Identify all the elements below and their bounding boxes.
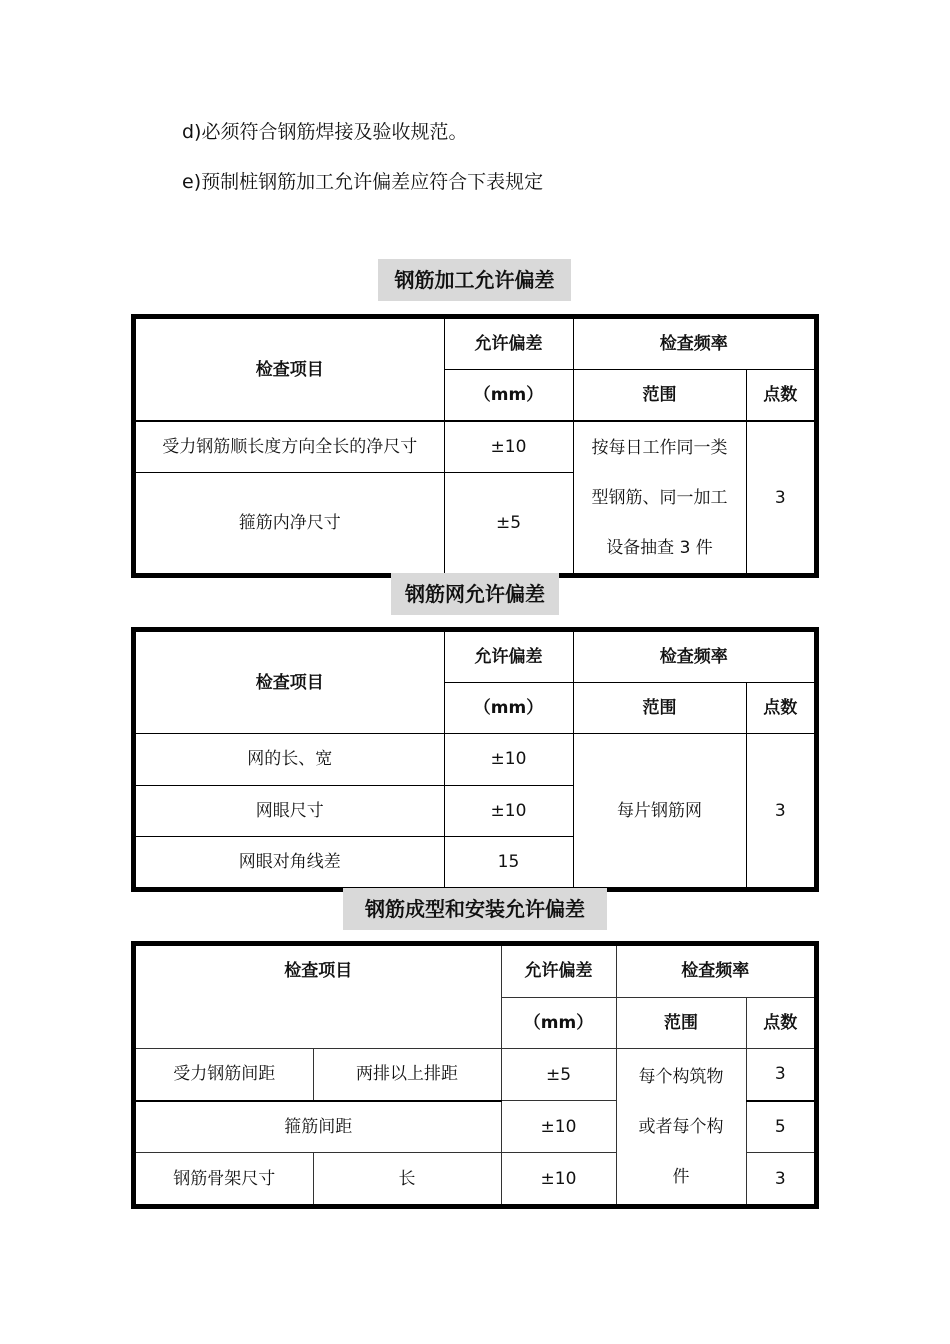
table3-row3-tol: ±10 xyxy=(501,1153,616,1205)
table2-points: 3 xyxy=(746,734,815,888)
table3-row1-item-a: 受力钢筋间距 xyxy=(135,1049,313,1101)
table3-row2-points: 5 xyxy=(746,1101,815,1153)
table1-range-cell xyxy=(573,421,746,574)
table3-header-unit: （mm） xyxy=(501,997,616,1049)
table3-header-points: 点数 xyxy=(746,997,815,1049)
table1-row2-item: 箍筋内净尺寸 xyxy=(135,473,444,575)
table2 xyxy=(131,627,819,892)
table3-range-line: 每个构筑物 xyxy=(638,1066,724,1087)
table2-header-item: 检查项目 xyxy=(135,631,444,734)
table1-header-freq: 检查频率 xyxy=(573,318,815,370)
table2-header-range: 范围 xyxy=(573,683,746,734)
table2-header-unit: （mm） xyxy=(444,683,573,734)
table1-row1-item: 受力钢筋顺长度方向全长的净尺寸 xyxy=(135,421,444,473)
table3-row1-tol: ±5 xyxy=(501,1049,616,1101)
paragraph-e: e)预制桩钢筋加工允许偏差应符合下表规定 xyxy=(182,171,544,193)
table1 xyxy=(131,314,819,578)
table3-row1-item-b: 两排以上排距 xyxy=(313,1049,501,1101)
table1-range-line: 设备抽查 3 件 xyxy=(606,537,713,558)
table2-row3-tol: 15 xyxy=(444,836,573,888)
table3-row2-item: 箍筋间距 xyxy=(135,1101,501,1153)
table2-row2-item: 网眼尺寸 xyxy=(135,785,444,836)
table1-row2-tol: ±5 xyxy=(444,473,573,575)
table1-title: 钢筋加工允许偏差 xyxy=(378,259,571,301)
table1-header-unit: （mm） xyxy=(444,370,573,422)
table3-row3-item-b: 长 xyxy=(313,1153,501,1205)
table2-header-points: 点数 xyxy=(746,683,815,734)
table3 xyxy=(131,941,819,1209)
table3-title: 钢筋成型和安装允许偏差 xyxy=(343,888,607,930)
table3-header-tol: 允许偏差 xyxy=(501,945,616,997)
paragraph-d: d)必须符合钢筋焊接及验收规范。 xyxy=(182,121,468,143)
table1-range-line: 型钢筋、同一加工 xyxy=(591,487,728,508)
table2-title: 钢筋网允许偏差 xyxy=(391,573,559,615)
table2-range: 每片钢筋网 xyxy=(573,734,746,888)
table2-row2-tol: ±10 xyxy=(444,785,573,836)
table2-row3-item: 网眼对角线差 xyxy=(135,836,444,888)
table2-header-tol: 允许偏差 xyxy=(444,631,573,683)
table2-header-freq: 检查频率 xyxy=(573,631,815,683)
table2-row1-tol: ±10 xyxy=(444,734,573,785)
table1-header-item: 检查项目 xyxy=(135,318,444,421)
table3-range-line: 或者每个构 xyxy=(638,1116,724,1137)
table1-header-tol: 允许偏差 xyxy=(444,318,573,370)
table1-header-points: 点数 xyxy=(746,370,815,422)
table1-row1-tol: ±10 xyxy=(444,421,573,473)
table1-points: 3 xyxy=(746,421,815,574)
table2-row1-item: 网的长、宽 xyxy=(135,734,444,785)
table3-row3-item-a: 钢筋骨架尺寸 xyxy=(135,1153,313,1205)
table1-header-range: 范围 xyxy=(573,370,746,422)
table3-row2-tol: ±10 xyxy=(501,1101,616,1153)
table3-range-line: 件 xyxy=(672,1166,690,1187)
table3-range-cell xyxy=(616,1049,746,1205)
table3-header-freq: 检查频率 xyxy=(616,945,815,997)
table3-header-range: 范围 xyxy=(616,997,746,1049)
table1-range-line: 按每日工作同一类 xyxy=(591,437,728,458)
table3-row3-points: 3 xyxy=(746,1153,815,1205)
table3-row1-points: 3 xyxy=(746,1049,815,1101)
table3-header-item: 检查项目 xyxy=(135,945,501,1049)
